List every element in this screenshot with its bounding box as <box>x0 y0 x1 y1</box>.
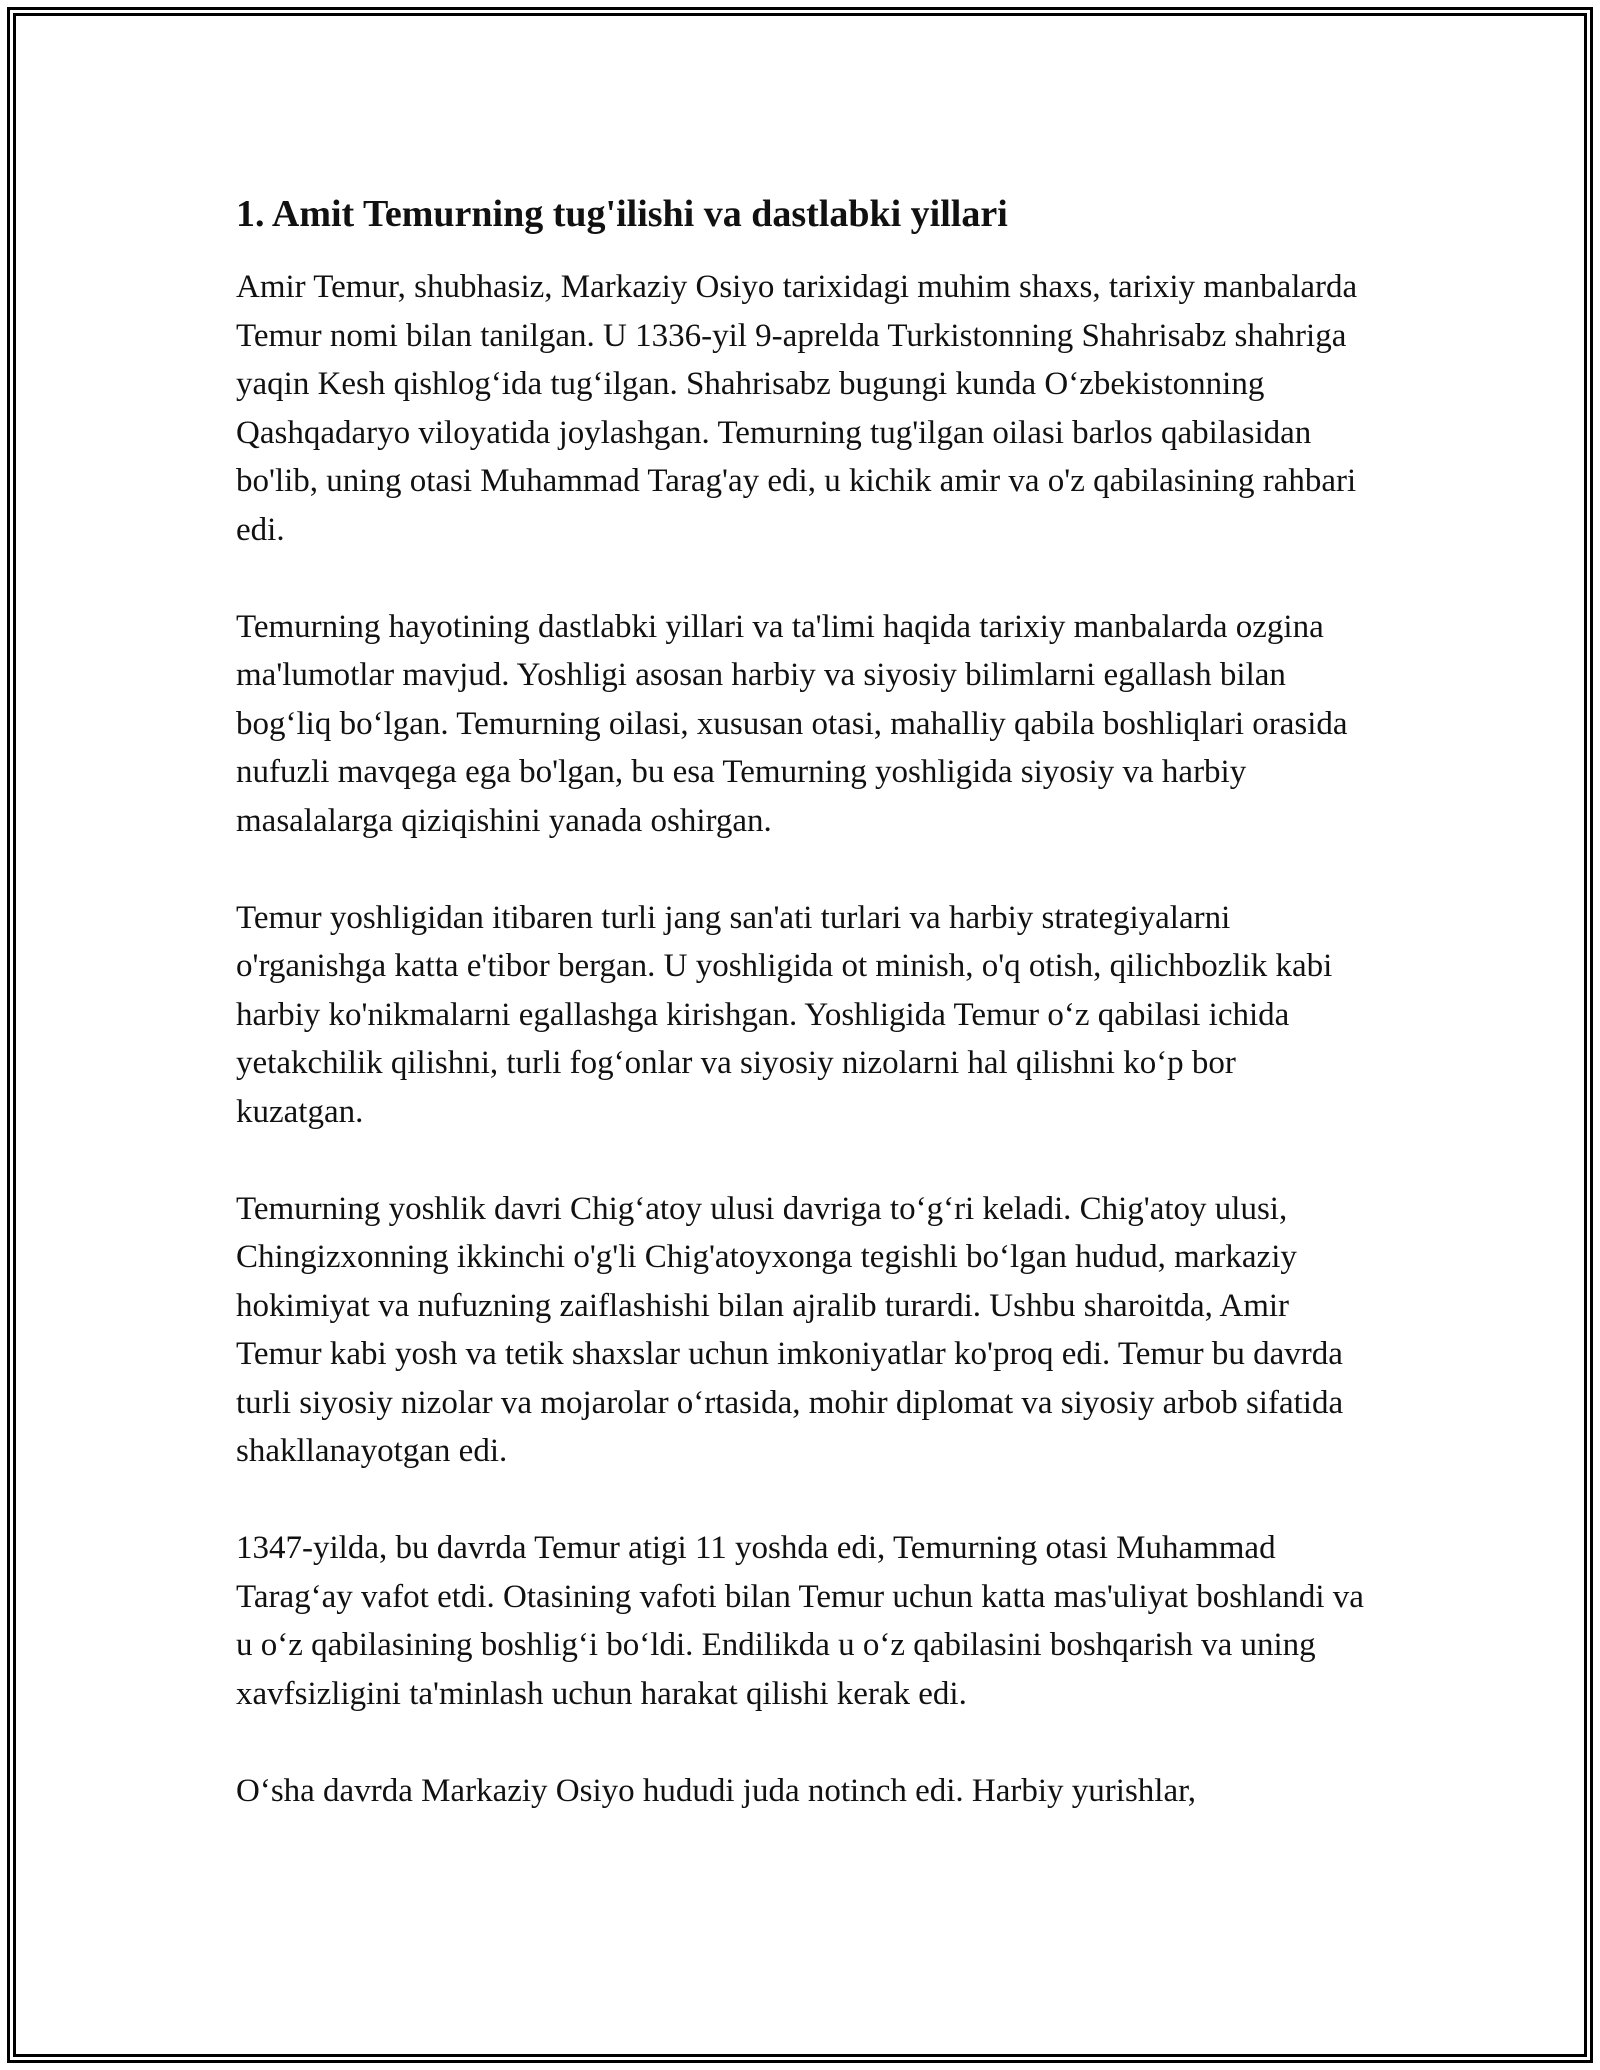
paragraph-1: Amir Temur, shubhasiz, Markaziy Osiyo tarixidagi muhim shaxs, tarixiy manbalarda Temur nomi bilan tanilgan. U 1336-yil 9-aprelda Turkistonning Shahrisabz shahriga yaqin Kesh qishlog‘ida tug‘ilgan. Shahrisabz bugungi kunda O‘zbekistonning Qashqadaryo viloyatida joylashgan. Temurning tug'ilgan oilasi barlos qabilasidan bo'lib, uning otasi Muhammad Tarag'ay edi, u kichik amir va o'z qabilasining rahbari edi. <box>236 269 1358 548</box>
document-body <box>236 185 1371 1864</box>
paragraph-5: 1347-yilda, bu davrda Temur atigi 11 yoshda edi, Temurning otasi Muhammad Tarag‘ay vafot etdi. Otasining vafoti bilan Temur uchun katta mas'uliyat boshlandi va u o‘z qabilasining boshlig‘i bo‘ldi. Endilikda u o‘z qabilasini boshqarish va uning xavfsizligini ta'minlash uchun harakat qilishi kerak edi. <box>236 1530 1364 1712</box>
paragraph-6: O‘sha davrda Markaziy Osiyo hududi juda notinch edi. Harbiy yurishlar, <box>236 1772 1197 1809</box>
paragraph-2: Temurning hayotining dastlabki yillari va ta'limi haqida tarixiy manbalarda ozgina ma'lumotlar mavjud. Yoshligi asosan harbiy va siyosiy bilimlarni egallash bilan bog‘liq bo‘lgan. Temurning oilasi, xususan otasi, mahalliy qabila boshliqlari orasida nufuzli mavqega ega bo'lgan, bu esa Temurning yoshligida siyosiy va harbiy masalalarga qiziqishini yanada oshirgan. <box>236 608 1348 839</box>
paragraph-4: Temurning yoshlik davri Chig‘atoy ulusi davriga to‘g‘ri keladi. Chig'atoy ulusi, Chingizxonning ikkinchi o'g'li Chig'atoyxonga tegishli bo‘lgan hudud, markaziy hokimiyat va nufuzning zaiflashishi bilan ajralib turardi. Ushbu sharoitda, Amir Temur kabi yosh va tetik shaxslar uchun imkoniyatlar ko'proq edi. Temur bu davrda turli siyosiy nizolar va mojarolar o‘rtasida, mohir diplomat va siyosiy arbob sifatida shakllanayotgan edi. <box>236 1190 1344 1469</box>
paragraph-3: Temur yoshligidan itibaren turli jang san'ati turlari va harbiy strategiyalarni o'rganishga katta e'tibor bergan. U yoshligida ot minish, o'q otish, qilichbozlik kabi harbiy ko'nikmalarni egallashga kirishgan. Yoshligida Temur o‘z qabilasi ichida yetakchilik qilishni, turli fog‘onlar va siyosiy nizolarni hal qilishni ko‘p bor kuzatgan. <box>236 899 1333 1130</box>
section-heading: 1. Amit Temurning tug'ilishi va dastlabki yillari <box>236 193 1008 235</box>
